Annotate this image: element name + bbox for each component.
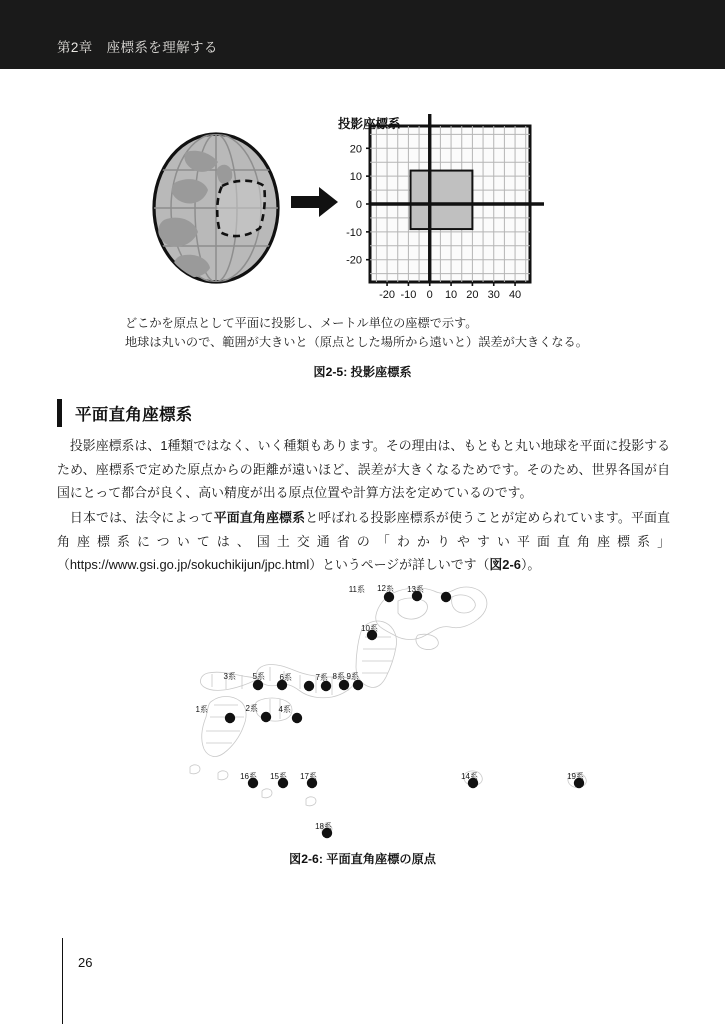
figure-2-6-label: 図2-6: 平面直角座標の原点 (289, 852, 436, 866)
origin-point-group (196, 585, 585, 838)
origin-label-8系: 8系 (332, 672, 345, 681)
figure-2-6 (0, 585, 725, 847)
page-header (0, 0, 725, 69)
x-tick--10: -10 (400, 289, 417, 301)
origin-label-6系: 6系 (279, 673, 292, 682)
projected-region-outline (217, 181, 265, 236)
origin-point-1系 (225, 713, 235, 723)
y-tick--20: -20 (346, 254, 362, 267)
gsi-url: https://www.gsi.go.jp/sokuchikijun/jpc.html (69, 557, 310, 572)
origin-point-4系 (292, 713, 302, 723)
projected-coordinate-chart (330, 114, 546, 309)
origin-label-14系: 14系 (461, 772, 478, 781)
origin-point-9系 (353, 680, 363, 690)
heading-accent-bar (57, 399, 62, 427)
section-heading-plane-rect-coords (57, 398, 193, 428)
origin-label-4系: 4系 (278, 705, 291, 714)
origin-label-19系: 19系 (567, 772, 584, 781)
origin-label-17系: 17系 (300, 772, 317, 781)
paragraph-2 (57, 506, 670, 577)
figure-2-5-caption (125, 314, 685, 352)
chapter-title: 第2章 座標系を理解する (57, 40, 218, 55)
origin-label-18系: 18系 (315, 822, 332, 831)
paragraph-1: 投影座標系は、1種類ではなく、いく種類もあります。その理由は、もともと丸い地球を平面に投影するため、座標系で定めた原点からの距離が遠いほど、誤差が大きくなるためです。そのため、世界各国が自国にとって都合が良く、高い精度が出る原点位置や計算方法を定めているのです。 (57, 438, 670, 500)
origin-label-16系: 16系 (240, 772, 257, 781)
paragraph-2-text-c: ）というページが詳しいです（ (309, 557, 490, 572)
origin-point-6系 (304, 681, 314, 691)
x-tick-40: 40 (508, 289, 522, 301)
globe-illustration (146, 128, 286, 293)
globe-icon (146, 128, 286, 288)
footer-rule (62, 938, 63, 1024)
x-tick--20: -20 (379, 289, 396, 301)
japan-origin-map (0, 585, 725, 847)
origin-label-12系: 12系 (377, 585, 394, 593)
origin-point-7系 (321, 681, 331, 691)
x-tick-10: 10 (444, 289, 458, 301)
origin-point-2系 (261, 712, 271, 722)
heading-text: 平面直角座標系 (75, 406, 193, 424)
caption-line-2: 地球は丸いので、範囲が大きいと（原点とした場所から遠いと）誤差が大きくなる。 (125, 335, 588, 349)
x-tick-20: 20 (466, 289, 479, 301)
origin-label-9系: 9系 (346, 672, 359, 681)
origin-label-5系: 5系 (252, 672, 265, 681)
origin-label-15系: 15系 (270, 772, 287, 781)
figure-reference-2-6: 図2-6 (489, 557, 521, 572)
y-axis-tick-labels (346, 143, 362, 266)
origin-label-2系: 2系 (245, 704, 258, 713)
figure-2-5-label: 図2-5: 投影座標系 (313, 365, 412, 379)
chart-title: 投影座標系 (338, 117, 401, 131)
y-tick-0: 0 (355, 199, 362, 211)
origin-point-8系 (339, 680, 349, 690)
origin-label-13系: 13系 (407, 585, 424, 594)
origin-label-10系: 10系 (361, 624, 378, 633)
x-tick-0: 0 (426, 289, 433, 301)
projected-extent-rectangle (411, 171, 473, 230)
y-tick-20: 20 (349, 143, 362, 156)
caption-line-1: どこかを原点として平面に投影し、メートル単位の座標で示す。 (125, 316, 478, 330)
coordinate-plot (330, 114, 546, 304)
origin-label-3系: 3系 (223, 672, 236, 681)
paragraph-2-text-d: ）。 (520, 557, 541, 572)
origin-point-11系 (384, 592, 394, 602)
origin-label-7系: 7系 (315, 673, 328, 682)
term-plane-rect-coords: 平面直角座標系 (213, 510, 306, 525)
y-tick--10: -10 (346, 226, 362, 239)
origin-label-11系: 11系 (348, 585, 365, 594)
x-axis-tick-labels (379, 289, 521, 301)
y-tick-10: 10 (349, 171, 362, 184)
paragraph-2-text-a: 日本では、法令によって (69, 510, 214, 525)
origin-point-3系 (253, 680, 263, 690)
x-tick-30: 30 (487, 289, 500, 301)
figure-2-5 (0, 108, 725, 308)
origin-label-1系: 1系 (195, 705, 208, 714)
page-number: 26 (78, 955, 93, 970)
paragraph-2-text-b: と呼ばれる投影座標系が使うことが定められています。平面直角座標系については、国土交通省の「わかりやすい平面直角座標系」（ (57, 510, 671, 572)
origin-point-13系 (441, 592, 451, 602)
